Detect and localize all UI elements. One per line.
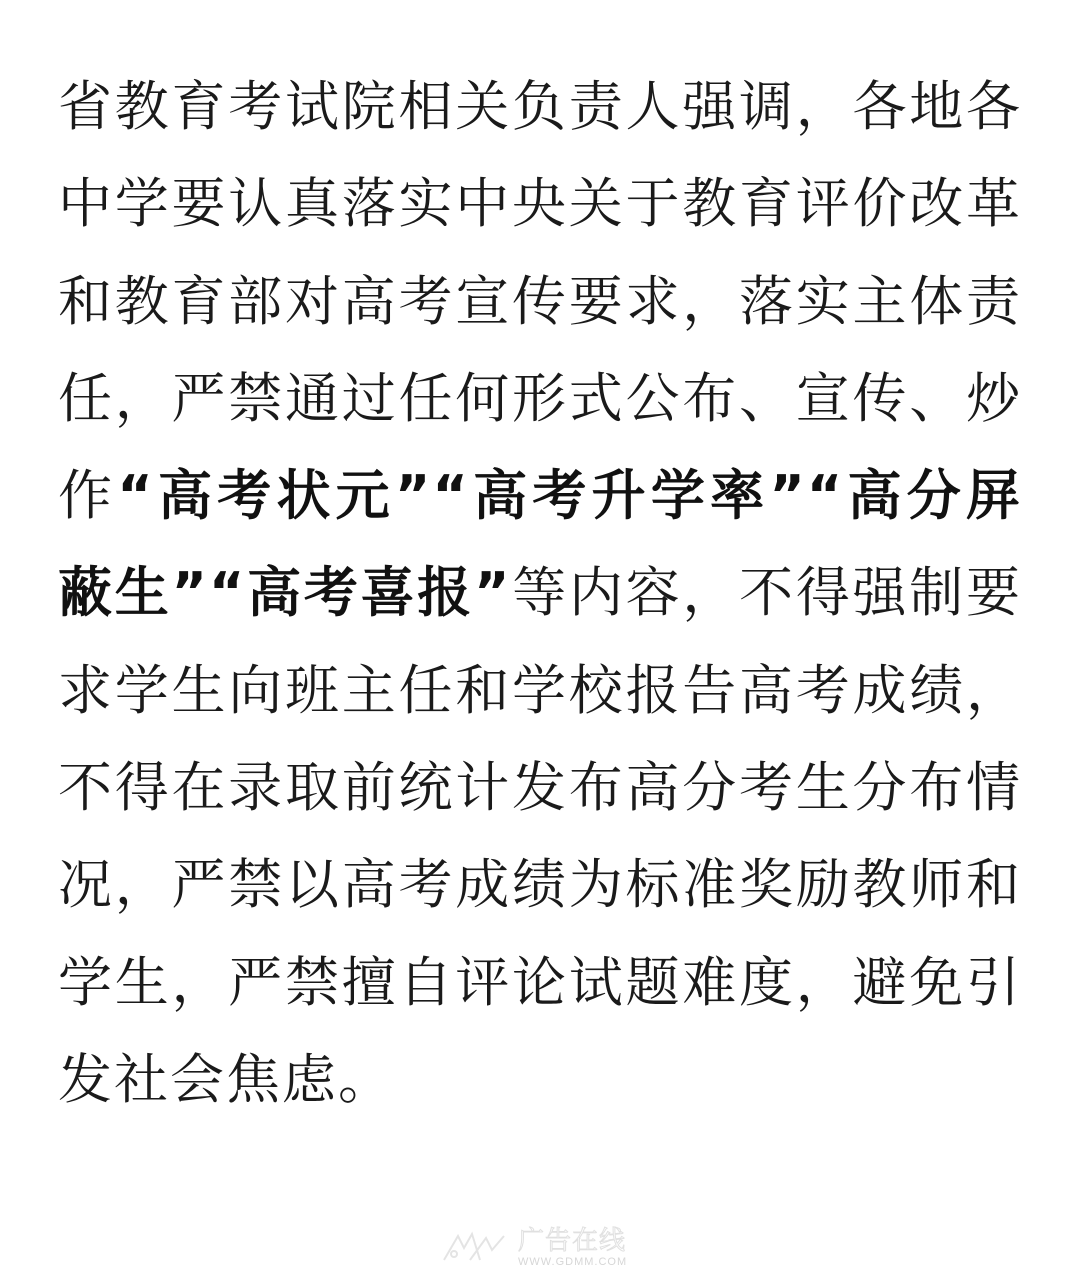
watermark-name: 广告在线 [518,1226,627,1256]
article-paragraph [58,58,1022,1128]
article-text-bold-terms: “高考状元”“高考升学率”“高分屏蔽生”“高考喜报” [58,464,1023,625]
site-watermark [440,1226,660,1270]
article-text-intro: 省教育考试院相关负责人强调，各地各中学要认真落实中央关于教育评价改革和教育部对高考宣传要求，落实主体责任，严禁通过任何形式公布、宣传、炒作 [58,75,1022,528]
article-text-rest: 等内容，不得强制要求学生向班主任和学校报告高考成绩，不得在录取前统计发布高分考生分布情况，严禁以高考成绩为标准奖励教师和学生，严禁擅自评论试题难度，避免引发社会焦虑。 [58,561,1022,1111]
watermark-url: WWW.GDMM.COM [518,1256,628,1268]
watermark-logo-icon [440,1230,510,1266]
